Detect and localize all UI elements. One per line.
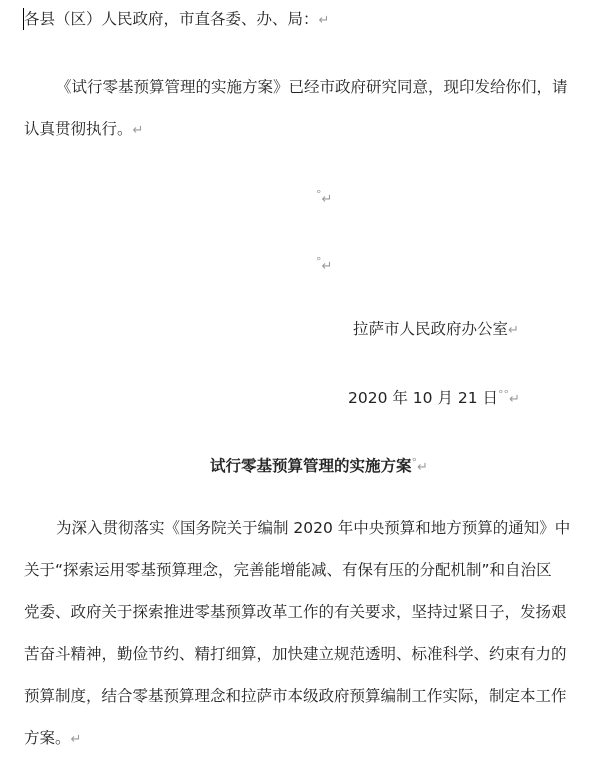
body-line-1[interactable]	[56, 76, 568, 98]
date: 2020 年 10 月 21 日	[348, 389, 499, 407]
empty-paragraph-1[interactable]	[316, 184, 332, 211]
paragraph-mark-icon: ↵	[321, 192, 333, 207]
body-text-2: 认真贯彻执行。	[24, 120, 133, 138]
anchor-circle-icon: °	[498, 388, 504, 401]
paragraph-mark-icon: ↵	[321, 259, 333, 274]
paragraph-mark-icon: ↵	[508, 323, 519, 338]
date-line[interactable]	[348, 384, 520, 411]
paragraph-mark-icon: ↵	[132, 123, 144, 138]
paragraph-mark-icon: ↵	[70, 732, 82, 747]
plan-text-6: 方案。	[24, 729, 71, 747]
plan-text-5: 预算制度，结合零基预算理念和拉萨市本级政府预算编制工作实际，制定本工作	[24, 687, 567, 705]
plan-text-2: 关于“探索运用零基预算理念，完善能增能减、有保有压的分配机制”和自治区	[24, 561, 552, 579]
plan-line-2[interactable]	[24, 559, 552, 581]
anchor-circle-icon: °	[503, 388, 510, 401]
plan-line-3[interactable]	[24, 601, 567, 623]
salutation-line[interactable]	[24, 8, 329, 32]
plan-text-4: 苦奋斗精神，勤俭节约、精打细算，加快建立规范透明、标准科学、约束有力的	[24, 645, 567, 663]
anchor-circle-icon: °	[316, 188, 322, 201]
anchor-circle-icon: °	[316, 255, 322, 268]
plan-line-4[interactable]	[24, 643, 567, 665]
plan-text-3: 党委、政府关于探索推进零基预算改革工作的有关要求，坚持过紧日子，发扬艰	[24, 603, 567, 621]
body-line-2[interactable]	[24, 118, 143, 142]
salutation: 各县（区）人民政府，市直各委、办、局：	[24, 10, 319, 28]
plan-line-5[interactable]	[24, 685, 567, 707]
signer-line[interactable]	[353, 318, 519, 342]
plan-line-6[interactable]	[24, 727, 81, 751]
plan-text-1: 为深入贯彻落实《国务院关于编制 2020 年中央预算和地方预算的通知》中	[56, 519, 571, 537]
empty-paragraph-2[interactable]	[316, 251, 332, 278]
plan-title: 试行零基预算管理的实施方案	[210, 457, 412, 475]
paragraph-mark-icon: ↵	[509, 392, 520, 407]
anchor-circle-icon: °	[411, 456, 418, 469]
plan-line-1[interactable]	[56, 517, 570, 539]
body-text-1: 《试行零基预算管理的实施方案》已经市政府研究同意，现印发给你们，请	[56, 78, 568, 96]
paragraph-mark-icon: ↵	[417, 460, 428, 475]
paragraph-mark-icon: ↵	[318, 13, 330, 28]
plan-title-line[interactable]	[210, 452, 428, 479]
signer: 拉萨市人民政府办公室	[353, 320, 509, 338]
